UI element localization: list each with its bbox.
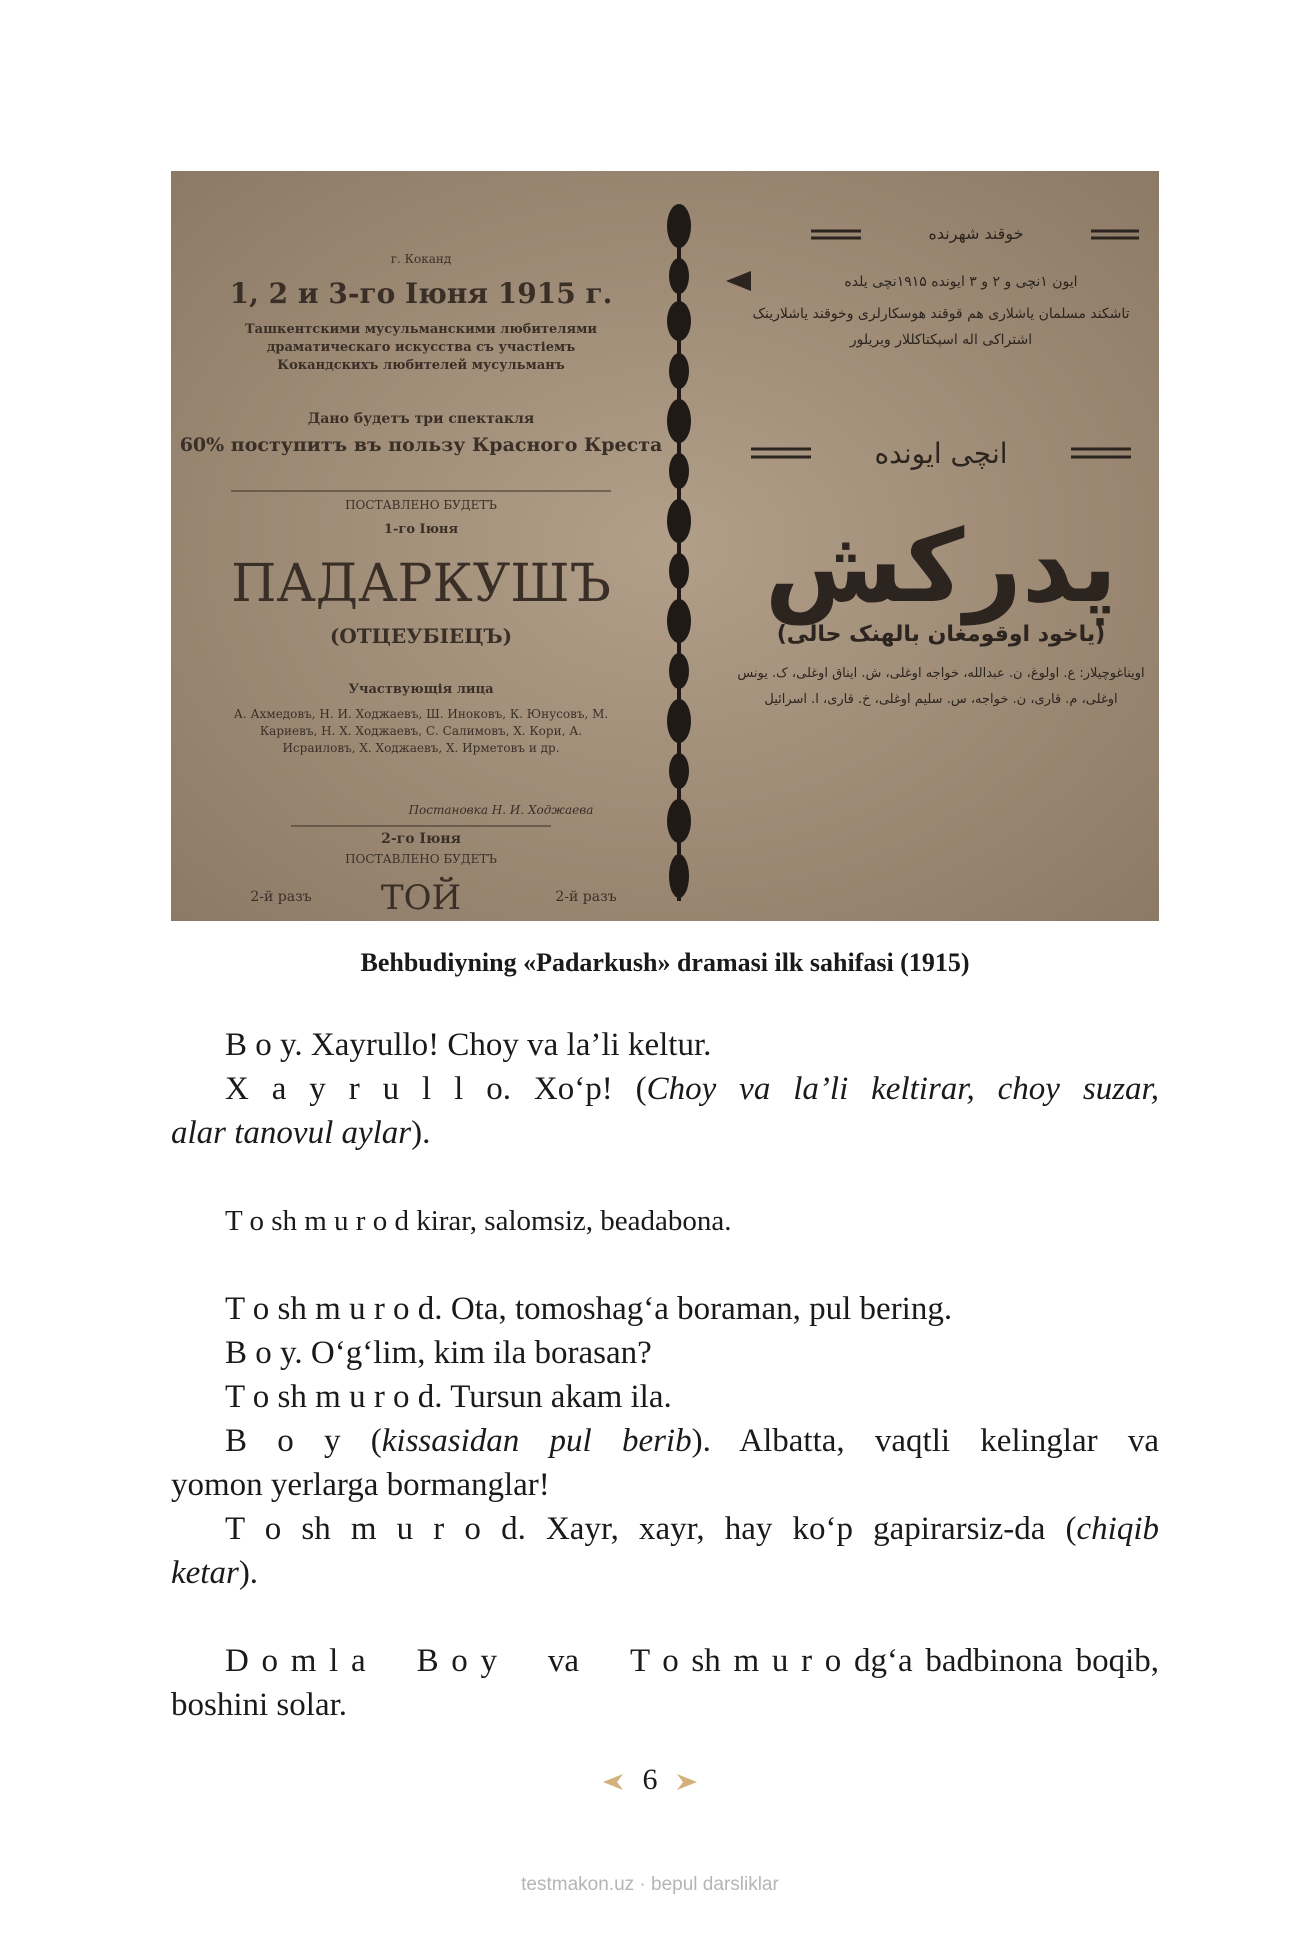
right-title: پدرکش <box>764 508 1118 625</box>
line-text: ). <box>411 1115 431 1151</box>
line-text: Xo‘p! ( <box>510 1071 647 1107</box>
dialogue-line <box>171 1419 1159 1463</box>
dialogue-line <box>171 1067 1159 1111</box>
line-text: va <box>547 1643 580 1679</box>
left-charity: 60% поступитъ въ пользу Красного Креста <box>179 434 663 456</box>
stage-direction: chiqib <box>1076 1511 1159 1547</box>
right-ornament-icon <box>675 1771 701 1793</box>
line-text: ). <box>238 1555 259 1591</box>
speaker-name: T o sh m u r o d <box>629 1643 871 1679</box>
left-day2: 2-го Іюня <box>381 831 461 847</box>
right-date: ایون ۱نچی و ۲ و ۳ ایونده ۱۹۱۵نچی یلده <box>844 274 1078 290</box>
line-text: yomon yerlarga bormanglar! <box>171 1467 550 1503</box>
dialogue-line <box>171 1287 1159 1331</box>
speaker-name: D o m l a <box>225 1643 366 1679</box>
play-text <box>171 1023 1159 1727</box>
figure-caption: Behbudiyning «Padarkush» dramasi ilk sahifasi (1915) <box>360 948 970 977</box>
dialogue-line <box>171 1375 1159 1419</box>
stage-note <box>171 1199 1159 1243</box>
line-text: g‘a badbinona boqib, <box>870 1643 1159 1679</box>
stage-direction: alar tanovul aylar <box>171 1115 412 1151</box>
line-text: ). Albatta, vaqtli kelinglar va <box>691 1423 1159 1459</box>
right-subtitle: (یاخود اوقومغان بالهنک حالی) <box>776 622 1106 647</box>
stage-direction: Choy va la’li keltirar, choy suzar, <box>646 1071 1159 1107</box>
left-subtitle: (ОТЦЕУБІЕЦЪ) <box>329 624 513 648</box>
left-title: ПАДАРКУШЪ <box>231 554 611 614</box>
left-day: 1-го Іюня <box>383 522 459 537</box>
speaker-name: T o sh m u r o d <box>225 1205 409 1237</box>
dialogue-line-continued <box>171 1463 1159 1507</box>
left-date: 1, 2 и 3-го Іюня 1915 г. <box>229 277 613 310</box>
line-text: Xayrullo! Choy va la’li keltur. <box>302 1027 712 1063</box>
speaker-name: T o sh m u r o d. <box>225 1379 443 1415</box>
dialogue-line-continued <box>171 1551 1159 1595</box>
line-text: Tursun akam ila. <box>442 1379 672 1415</box>
left-intro: Ташкентскими мусульманскими любителями драматическаго искусства съ участіемъ Кокандскихъ любителей мусульманъ <box>244 322 598 373</box>
line-text: kirar, salomsiz, beadabona. <box>408 1205 732 1237</box>
right-header: خوقند شهرنده <box>928 224 1024 243</box>
site-footer: testmakon.uz · bepul darsliklar <box>521 1874 779 1895</box>
speaker-name: T o sh m u r o d. <box>225 1291 443 1327</box>
left-bottom-right: 2-й разъ <box>555 889 617 905</box>
left-cast: А. Ахмедовъ, Н. И. Ходжаевъ, Ш. Иноковъ, К. Юнусовъ, М. Кариевъ, Н. Х. Ходжаевъ, С. Салимовъ, Х. Кори, А. Исраиловъ, Х. Ходжаевъ, Х. Ирметовъ и др. <box>233 707 609 755</box>
page-number: 6 <box>642 1763 658 1796</box>
stage-note <box>171 1639 1159 1683</box>
page-number-block <box>0 1763 1300 1797</box>
speaker-name: B o y <box>416 1643 498 1679</box>
speaker-name: B o y <box>225 1423 341 1459</box>
stage-direction: ketar <box>171 1555 239 1591</box>
right-first-evening: انچی ایونده <box>874 437 1008 470</box>
dialogue-line-continued <box>171 1111 1159 1155</box>
dialogue-line <box>171 1023 1159 1067</box>
speaker-name: T o sh m u r o d. <box>225 1511 526 1547</box>
poster-photo <box>171 171 1159 921</box>
left-director: Постановка Н. И. Ходжаева <box>408 803 594 817</box>
speaker-name: B o y. <box>225 1335 303 1371</box>
line-text: Ota, tomoshag‘a boraman, pul bering. <box>442 1291 953 1327</box>
left-notice: Дано будетъ три спектакля <box>307 411 535 427</box>
line-text: ( <box>340 1423 382 1459</box>
speaker-name: X a y r u l l o. <box>225 1071 511 1107</box>
left-bottom-title: ТОЙ <box>380 878 462 918</box>
left-staged2: ПОСТАВЛЕНО БУДЕТЪ <box>345 852 497 866</box>
line-text: Xayr, xayr, hay ko‘p gapirarsiz-da ( <box>525 1511 1077 1547</box>
left-ornament-icon <box>599 1771 625 1793</box>
line-text: O‘g‘lim, kim ila borasan? <box>302 1335 652 1371</box>
right-body: اویناغوچیلار: ع. اولوغ، ن. عبدالله، خواجه اوغلی، ش. ایناق اوغلی، ک. یونس اوغلی، م. قاری، ن. خواجه، س. سلیم اوغلی، خ. قاری، ا. اسرائیل <box>737 666 1145 707</box>
left-bottom-left: 2-й разъ <box>250 889 312 905</box>
left-staged: ПОСТАВЛЕНО БУДЕТЪ <box>345 498 497 512</box>
right-intro: تاشکند مسلمان یاشلاری هم قوقند هوسکارلری وخوقند یاشلارینک اشتراکی اله اسپکتاکللار ویریلور <box>752 306 1130 348</box>
stage-note-continued <box>171 1683 1159 1727</box>
left-participants: Участвующія лица <box>348 682 494 697</box>
dialogue-line <box>171 1507 1159 1551</box>
stage-direction: kissasidan pul berib <box>381 1423 692 1459</box>
line-text: boshini solar. <box>171 1687 348 1723</box>
left-city: г. Коканд <box>390 252 452 266</box>
dialogue-line <box>171 1331 1159 1375</box>
speaker-name: B o y. <box>225 1027 303 1063</box>
